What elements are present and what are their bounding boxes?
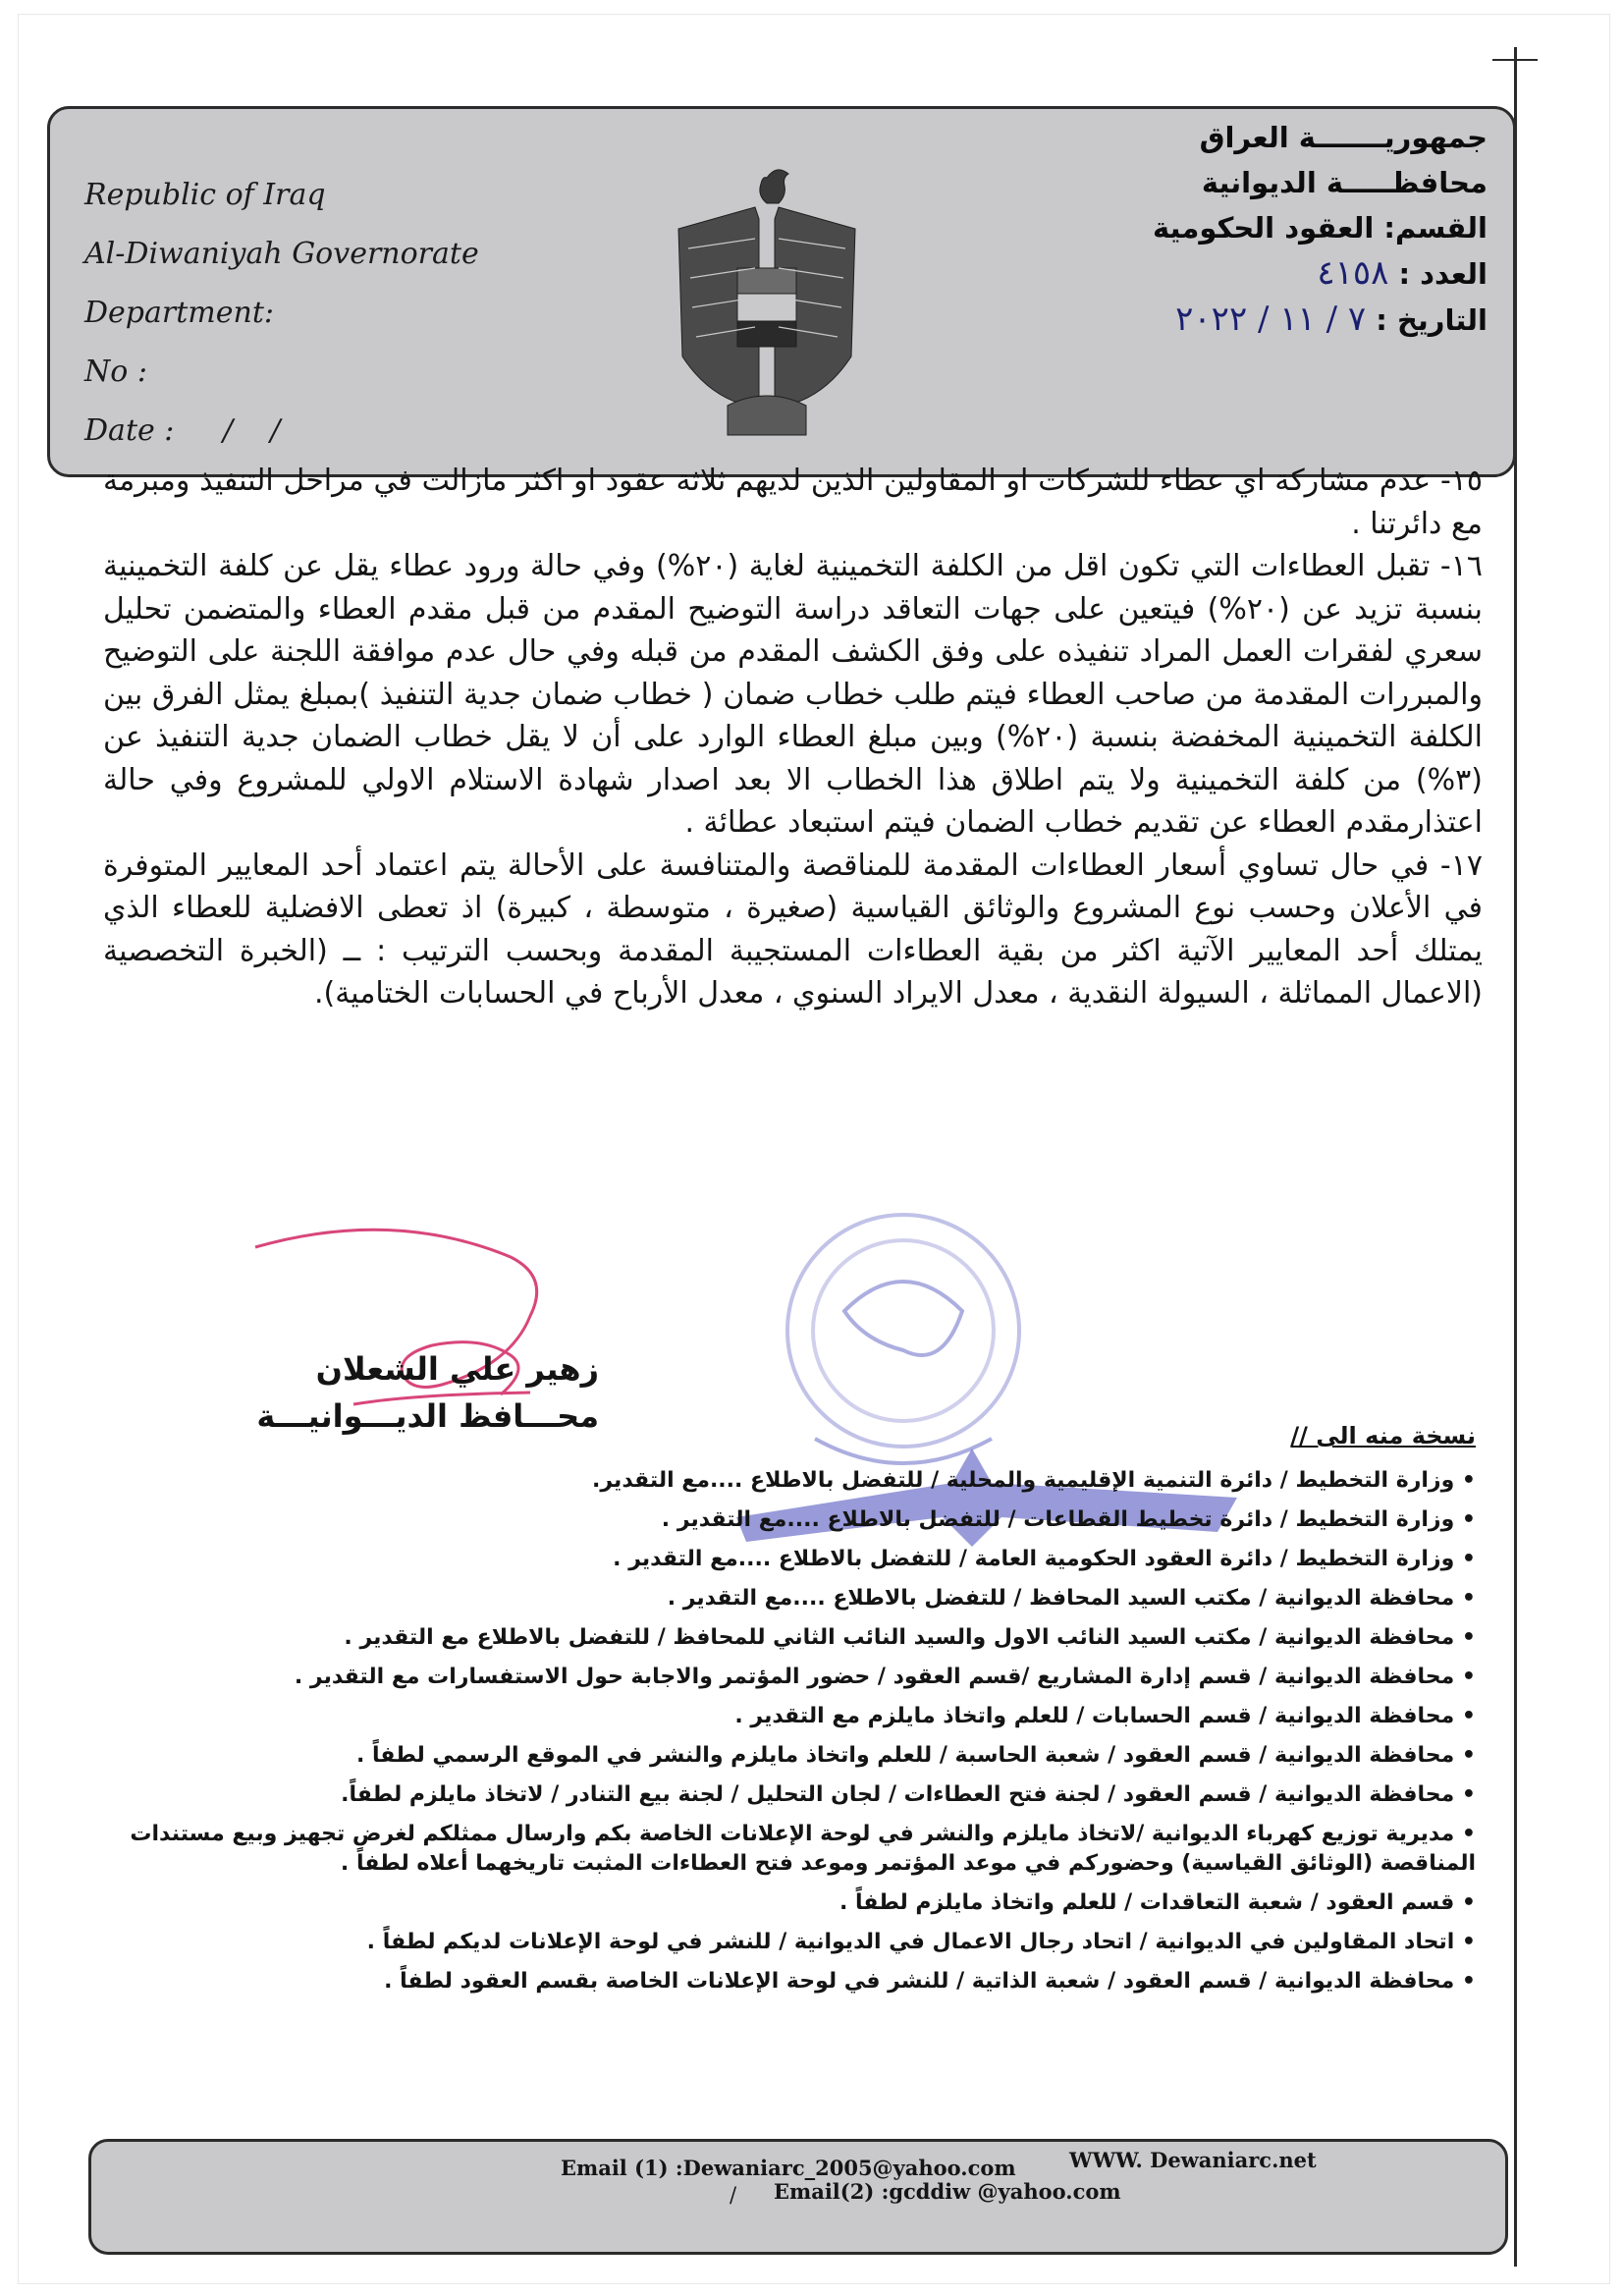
- distribution-item: • محافظة الديوانية / قسم الحسابات / للعلم واتخاذ مايلزم مع التقدير .: [111, 1697, 1476, 1736]
- email-1: Email (1) :Dewaniarc_2005@yahoo.com: [561, 2156, 1016, 2180]
- footer-separator: /: [730, 2183, 737, 2207]
- distribution-item: • محافظة الديوانية / مكتب السيد المحافظ / للتفضل بالاطلاع ....مع التقدير .: [111, 1579, 1476, 1618]
- signature-block: [256, 1345, 599, 1440]
- governorate-en: Al-Diwaniyah Governorate: [84, 237, 479, 271]
- clause-text: في حال تساوي أسعار العطاءات المقدمة للمناقصة والمتنافسة على الأحالة يتم اعتماد أحد المعايير المتوفرة في الأعلان وحسب نوع المشروع والوثائق القياسية (صغيرة ، متوسطة ، كبيرة) اذ تعطى الافضلية للعطاء الذي يمتلك أحد المعايير الآتية اكثر من بقية العطاءات المستجيبة المقدمة وبحسب الترتيب : ــ (الخبرة التخصصية (الاعمال المماثلة ، السيولة النقدية ، معدل الايراد السنوي ، معدل الأرباح في الحسابات الختامية).: [103, 847, 1483, 1011]
- date-label-en: Date :: [84, 413, 175, 448]
- website: WWW. Dewaniarc.net: [1069, 2148, 1317, 2172]
- distribution-item: • محافظة الديوانية / قسم العقود / شعبة الحاسبة / للعلم واتخاذ مايلزم والنشر في الموقع الرسمي لطفاً .: [111, 1736, 1476, 1776]
- number-row-ar: [1153, 250, 1488, 297]
- letterhead: [47, 106, 1516, 477]
- date-row-en: [84, 402, 479, 461]
- margin-tick: [1492, 59, 1538, 61]
- number-label-ar: العدد :: [1398, 257, 1488, 291]
- date-row-ar: [1153, 297, 1488, 343]
- clause-17: [103, 845, 1483, 1015]
- signatory-title: محـــافظ الديـــوانيـــة: [256, 1397, 599, 1435]
- clause-text: تقبل العطاءات التي تكون اقل من الكلفة التخمينية لغاية (٢٠%) وفي حالة ورود عطاء يقل عن كلفة التخمينية بنسبة تزيد عن (٢٠%) فيتعين على جهات التعاقد دراسة التوضيح المقدم من قبل مقدم العطاء والمتضمن تحليل سعري لفقرات العمل المراد تنفيذه على وفق الكشف المقدم من قبله وفي حال عدم موافقة اللجنة على التوضيح والمبررات المقدمة من صاحب العطاء فيتم طلب خطاب ضمان ( خطاب ضمان جدية التنفيذ )بمبلغ يمثل الفرق بين الكلفة التخمينية المخفضة بنسبة (٢٠%) وبين مبلغ العطاء الوارد على أن لا يقل خطاب الضمان جدية التنفيذ عن (٣%) من كلفة التخمينية ولا يتم اطلاق هذا الخطاب الا بعد اصدار شهادة الاستلام الاولي للمشروع وفي حالة اعتذارمقدم العطاء عن تقديم خطاب الضمان فيتم استبعاد عطائة .: [103, 549, 1483, 840]
- department-ar: القسم: العقود الحكومية: [1152, 211, 1488, 245]
- governorate-ar: محافظـــــة الديوانية: [1201, 166, 1488, 199]
- distribution-item: • مديرية توزيع كهرباء الديوانية /لاتخاذ مايلزم والنشر في لوحة الإعلانات الخاصة بكم وارسال ممثلكم لغرض تجهيز وبيع مستندات المناقصة (الوثائق القياسية) وحضوركم في موعد المؤتمر وموعد فتح العطاءات المثبت تاريخهما أعلاه لطفاً .: [111, 1815, 1476, 1884]
- letter-footer: [88, 2139, 1508, 2255]
- distribution-list: [111, 1461, 1476, 2001]
- distribution-item: • محافظة الديوانية / قسم العقود / لجنة فتح العطاءات / لجان التحليل / لجنة بيع التنادر / لاتخاذ مايلزم لطفاً.: [111, 1776, 1476, 1815]
- clause-number: ١٥-: [1439, 464, 1483, 498]
- distribution-item: • وزارة التخطيط / دائرة التنمية الإقليمية والمحلية / للتفضل بالاطلاع ....مع التقدير.: [111, 1461, 1476, 1501]
- letter-body: [103, 460, 1483, 1015]
- country-ar: جمهوريـــــــة العراق: [1199, 121, 1488, 154]
- distribution-item: • اتحاد المقاولين في الديوانية / اتحاد رجال الاعمال في الديوانية / للنشر في لوحة الإعلانات لديكم لطفاً .: [111, 1923, 1476, 1962]
- distribution-item: • محافظة الديوانية / قسم إدارة المشاريع /قسم العقود / حضور المؤتمر والاجابة حول الاستفسارات مع التقدير .: [111, 1658, 1476, 1697]
- date-slashes-en: / /: [222, 413, 281, 448]
- email-2: Email(2) :gcddiw @yahoo.com: [774, 2179, 1121, 2204]
- clause-16: [103, 545, 1483, 845]
- distribution-item: • وزارة التخطيط / دائرة تخطيط القطاعات / للتفضل بالاطلاع ....مع التقدير .: [111, 1501, 1476, 1540]
- signatory-name: زهير علي الشعلان: [315, 1350, 599, 1388]
- eagle-emblem-icon: [669, 160, 865, 445]
- clause-text: عدم مشاركة اي عطاء للشركات او المقاولين الذين لديهم ثلاثة عقود او اكثر مازالت في مراحل التنفيذ ومبرمة مع دائرتنا .: [103, 464, 1483, 541]
- distribution-item: • محافظة الديوانية / مكتب السيد النائب الاول والسيد النائب الثاني للمحافظ / للتفضل بالاطلاع مع التقدير .: [111, 1618, 1476, 1658]
- country-en: Republic of Iraq: [84, 178, 326, 212]
- number-label-en: No :: [84, 355, 147, 389]
- letterhead-english: [84, 166, 479, 461]
- date-value-ar: ٧ / ١١ / ٢٠٢٢: [1175, 300, 1367, 339]
- number-value-ar: ٤١٥٨: [1317, 253, 1389, 293]
- distribution-item: • وزارة التخطيط / دائرة العقود الحكومية العامة / للتفضل بالاطلاع ....مع التقدير .: [111, 1540, 1476, 1579]
- clause-number: ١٧-: [1439, 847, 1483, 883]
- letterhead-arabic: [1153, 115, 1488, 343]
- distribution-item: • محافظة الديوانية / قسم العقود / شعبة الذاتية / للنشر في لوحة الإعلانات الخاصة بقسم العقود لطفاً .: [111, 1962, 1476, 2001]
- clause-15: [103, 460, 1483, 545]
- clause-number: ١٦-: [1439, 549, 1483, 583]
- department-label-en: Department:: [84, 296, 274, 330]
- distribution-title: نسخة منه الى //: [1290, 1422, 1476, 1449]
- date-label-ar: التاريخ :: [1376, 303, 1488, 337]
- distribution-item: • قسم العقود / شعبة التعاقدات / للعلم واتخاذ مايلزم لطفاً .: [111, 1884, 1476, 1923]
